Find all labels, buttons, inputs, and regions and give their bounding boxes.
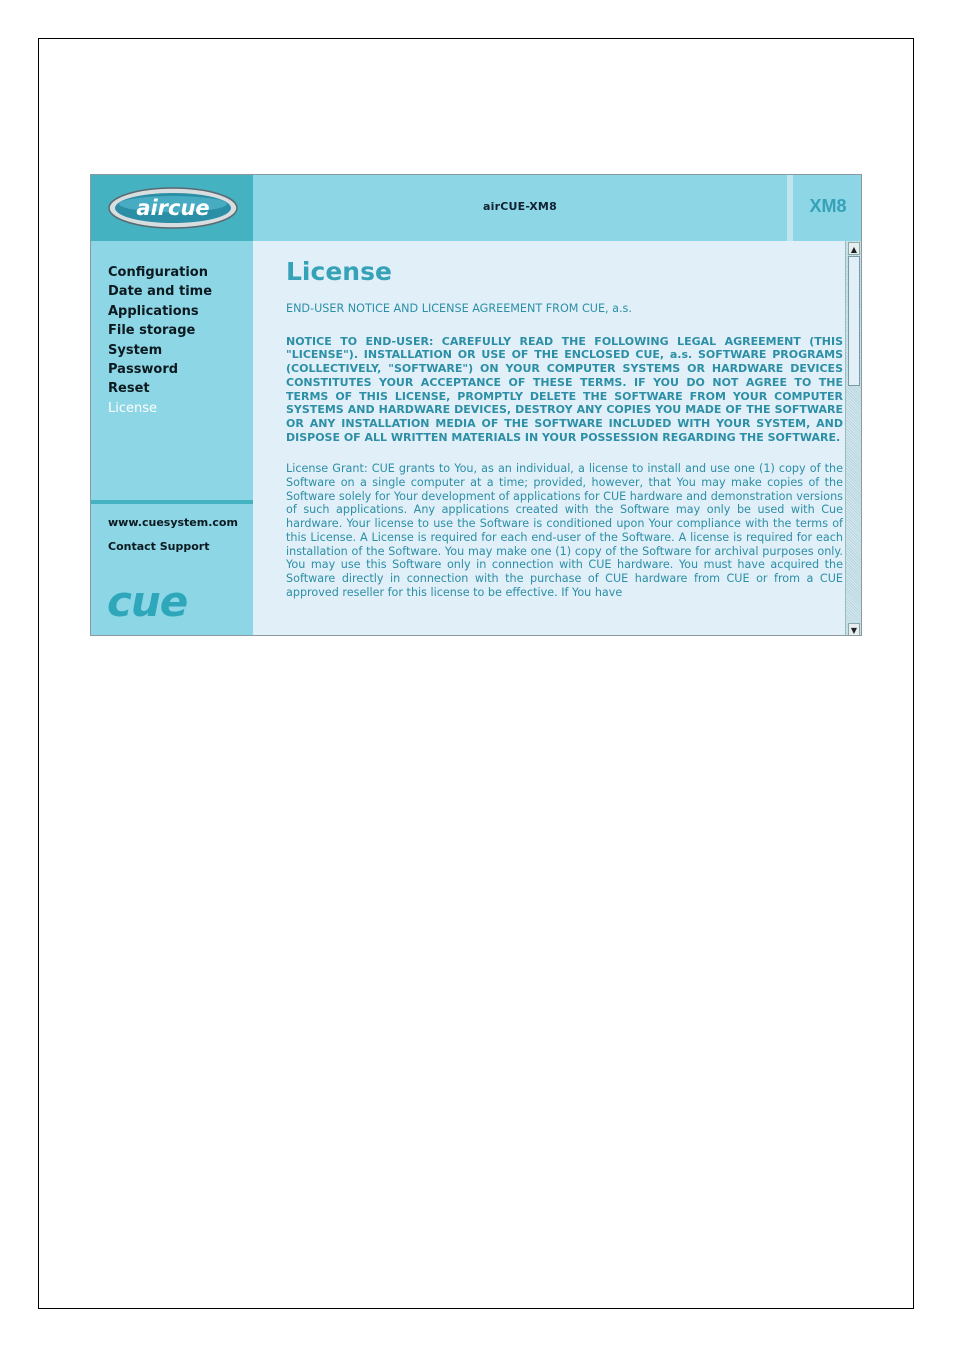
notice-paragraph: NOTICE TO END-USER: CAREFULLY READ THE FOLLOWING LEGAL AGREEMENT (THIS "LICENSE"). INSTALLATION OR USE OF THE ENCLOSED CUE, a.s. SOFTWARE PROGRAMS (COLLECTIVELY, "SOFTWARE") ON YOUR COMPUTER SYSTEMS OR HARDWARE DEVICES CONSTITUTES YOUR ACCEPTANCE OF THESE TERMS. IF YOU DO NOT AGREE TO THE TERMS OF THIS LICENSE, PROMPTLY DELETE THE SOFTWARE FROM YOUR COMPUTER SYSTEMS AND HARDWARE DEVICES, DESTROY ANY COPIES YOU MADE OF THE SOFTWARE OR ANY INSTALLATION MEDIA OF THE SOFTWARE INCLUDED WITH YOUR SYSTEM, AND DISPOSE OF ALL WRITTEN MATERIALS IN YOUR POSSESSION REGARDING THE SOFTWARE.	[286, 334, 843, 444]
license-content-pane	[253, 241, 845, 636]
page-title: License	[286, 257, 392, 286]
svg-text:aircue: aircue	[136, 196, 210, 220]
logo-area	[91, 175, 253, 241]
sidebar-item-configuration[interactable]: Configuration	[108, 265, 208, 280]
sidebar-item-applications[interactable]: Applications	[108, 303, 199, 319]
cue-brand-logo: cue	[107, 577, 188, 626]
website-link[interactable]: www.cuesystem.com	[108, 516, 238, 529]
sidebar-item-license[interactable]: License	[108, 400, 158, 416]
sidebar-item-reset[interactable]: Reset	[108, 381, 150, 397]
model-label: XM8	[809, 196, 847, 216]
license-grant-paragraph: License Grant: CUE grants to You, as an individual, a license to install and use one (1) copy of the Software on a single computer at a time; provided, however, that You may make copies of the Software solely for Your development of applications for CUE hardware and demonstration versions of such applications. Any applications created with the Software may only be used with Cue hardware. Your license to use the Software is conditioned upon Your compliance with the terms of this License. A License is required for each end-user of the Software. A license is required for each installation of the Software. You may make one (1) copy of the Software for archival purposes only. You may use this Software only in connection with CUE hardware. You must have acquired the Software directly in connection with the purchase of CUE hardware from CUE or from a CUE approved reseller for this license to be effective. If You have	[286, 462, 843, 599]
scroll-up-arrow-icon[interactable]: ▲	[848, 242, 860, 255]
scroll-down-arrow-icon[interactable]: ▼	[848, 623, 860, 636]
device-title: airCUE-XM8	[483, 200, 557, 213]
agreement-heading: END-USER NOTICE AND LICENSE AGREEMENT FROM CUE, a.s.	[286, 302, 632, 315]
license-text-container	[286, 257, 843, 617]
model-badge	[793, 175, 862, 241]
sidebar-item-password[interactable]: Password	[108, 361, 179, 377]
sidebar-divider	[91, 500, 253, 504]
header-title-bar	[253, 175, 787, 241]
content-scrollbar[interactable]	[845, 241, 862, 636]
sidebar-item-date-and-time[interactable]: Date and time	[108, 284, 213, 300]
sidebar-item-system[interactable]: System	[108, 342, 163, 358]
sidebar-item-file-storage[interactable]: File storage	[108, 323, 196, 339]
sidebar	[91, 241, 253, 636]
scrollbar-thumb[interactable]	[848, 256, 860, 386]
web-admin-window	[90, 174, 862, 636]
sidebar-nav	[108, 263, 212, 418]
aircue-logo[interactable]	[107, 186, 239, 230]
contact-support-link[interactable]: Contact Support	[108, 540, 210, 553]
